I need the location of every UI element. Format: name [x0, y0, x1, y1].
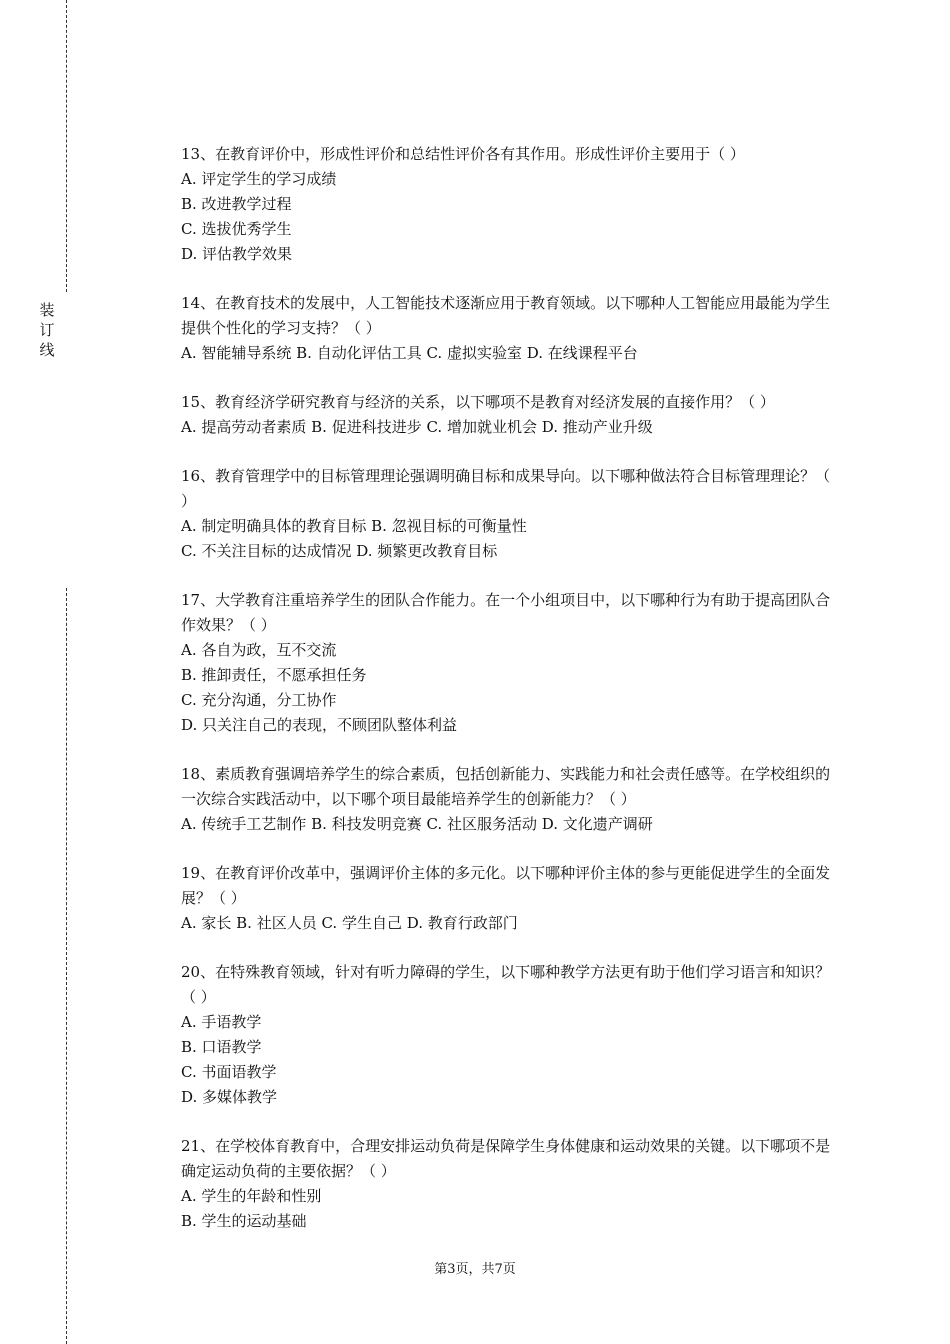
option-b: B. 改进教学过程 [181, 195, 292, 213]
question-20 [181, 960, 841, 1110]
option-b: B. 学生的运动基础 [181, 1212, 307, 1230]
option-b: B. 口语教学 [181, 1038, 262, 1056]
option-line: C. 不关注目标的达成情况 D. 频繁更改教育目标 [181, 542, 498, 560]
option-b: B. 推卸责任，不愿承担任务 [181, 666, 367, 684]
question-15 [181, 390, 841, 440]
question-21 [181, 1134, 841, 1234]
binding-label-char: 装 [39, 301, 55, 319]
question-text: 15、教育经济学研究教育与经济的关系，以下哪项不是教育对经济发展的直接作用？（ ） [181, 393, 775, 411]
binding-label-char: 线 [39, 341, 55, 359]
question-text: 17、大学教育注重培养学生的团队合作能力。在一个小组项目中，以下哪种行为有助于提高团队合作效果？（ ） [181, 591, 831, 634]
option-d: D. 只关注自己的表现，不顾团队整体利益 [181, 716, 458, 734]
option-line: A. 传统手工艺制作 B. 科技发明竞赛 C. 社区服务活动 D. 文化遗产调研 [181, 815, 653, 833]
question-19 [181, 861, 841, 936]
question-text: 21、在学校体育教育中，合理安排运动负荷是保障学生身体健康和运动效果的关键。以下哪项不是确定运动负荷的主要依据？（ ） [181, 1137, 831, 1180]
question-16 [181, 464, 841, 564]
question-list [181, 142, 841, 1258]
binding-label-char: 订 [39, 321, 55, 339]
binding-label [38, 300, 56, 360]
question-text: 14、在教育技术的发展中，人工智能技术逐渐应用于教育领域。以下哪种人工智能应用最能为学生提供个性化的学习支持？（ ） [181, 294, 831, 337]
question-text: 19、在教育评价改革中，强调评价主体的多元化。以下哪种评价主体的参与更能促进学生的全面发展？（ ） [181, 864, 831, 907]
option-c: C. 充分沟通，分工协作 [181, 691, 337, 709]
question-17 [181, 588, 841, 738]
question-text: 20、在特殊教育领域，针对有听力障碍的学生，以下哪种教学方法更有助于他们学习语言和知识？（ ） [181, 963, 831, 1006]
option-a: A. 各自为政，互不交流 [181, 641, 337, 659]
option-a: A. 评定学生的学习成绩 [181, 170, 337, 188]
question-14 [181, 291, 841, 366]
option-line: A. 提高劳动者素质 B. 促进科技进步 C. 增加就业机会 D. 推动产业升级 [181, 418, 653, 436]
option-d: D. 评估教学效果 [181, 245, 293, 263]
question-text: 16、教育管理学中的目标管理理论强调明确目标和成果导向。以下哪种做法符合目标管理理论？（ ） [181, 467, 831, 510]
option-line: A. 智能辅导系统 B. 自动化评估工具 C. 虚拟实验室 D. 在线课程平台 [181, 344, 638, 362]
option-a: A. 学生的年龄和性别 [181, 1187, 322, 1205]
page-number: 第3页，共7页 [434, 1262, 516, 1277]
option-line: A. 家长 B. 社区人员 C. 学生自己 D. 教育行政部门 [181, 914, 518, 932]
option-c: C. 书面语教学 [181, 1063, 277, 1081]
question-18 [181, 762, 841, 837]
option-d: D. 多媒体教学 [181, 1088, 278, 1106]
option-a: A. 手语教学 [181, 1013, 262, 1031]
question-text: 18、素质教育强调培养学生的综合素质，包括创新能力、实践能力和社会责任感等。在学校组织的一次综合实践活动中，以下哪个项目最能培养学生的创新能力？（ ） [181, 765, 831, 808]
question-text: 13、在教育评价中，形成性评价和总结性评价各有其作用。形成性评价主要用于（ ） [181, 145, 745, 163]
binding-line-bottom [66, 588, 67, 1344]
option-line: A. 制定明确具体的教育目标 B. 忽视目标的可衡量性 [181, 517, 527, 535]
binding-line-top [66, 0, 67, 292]
option-c: C. 选拔优秀学生 [181, 220, 292, 238]
question-13 [181, 142, 841, 267]
